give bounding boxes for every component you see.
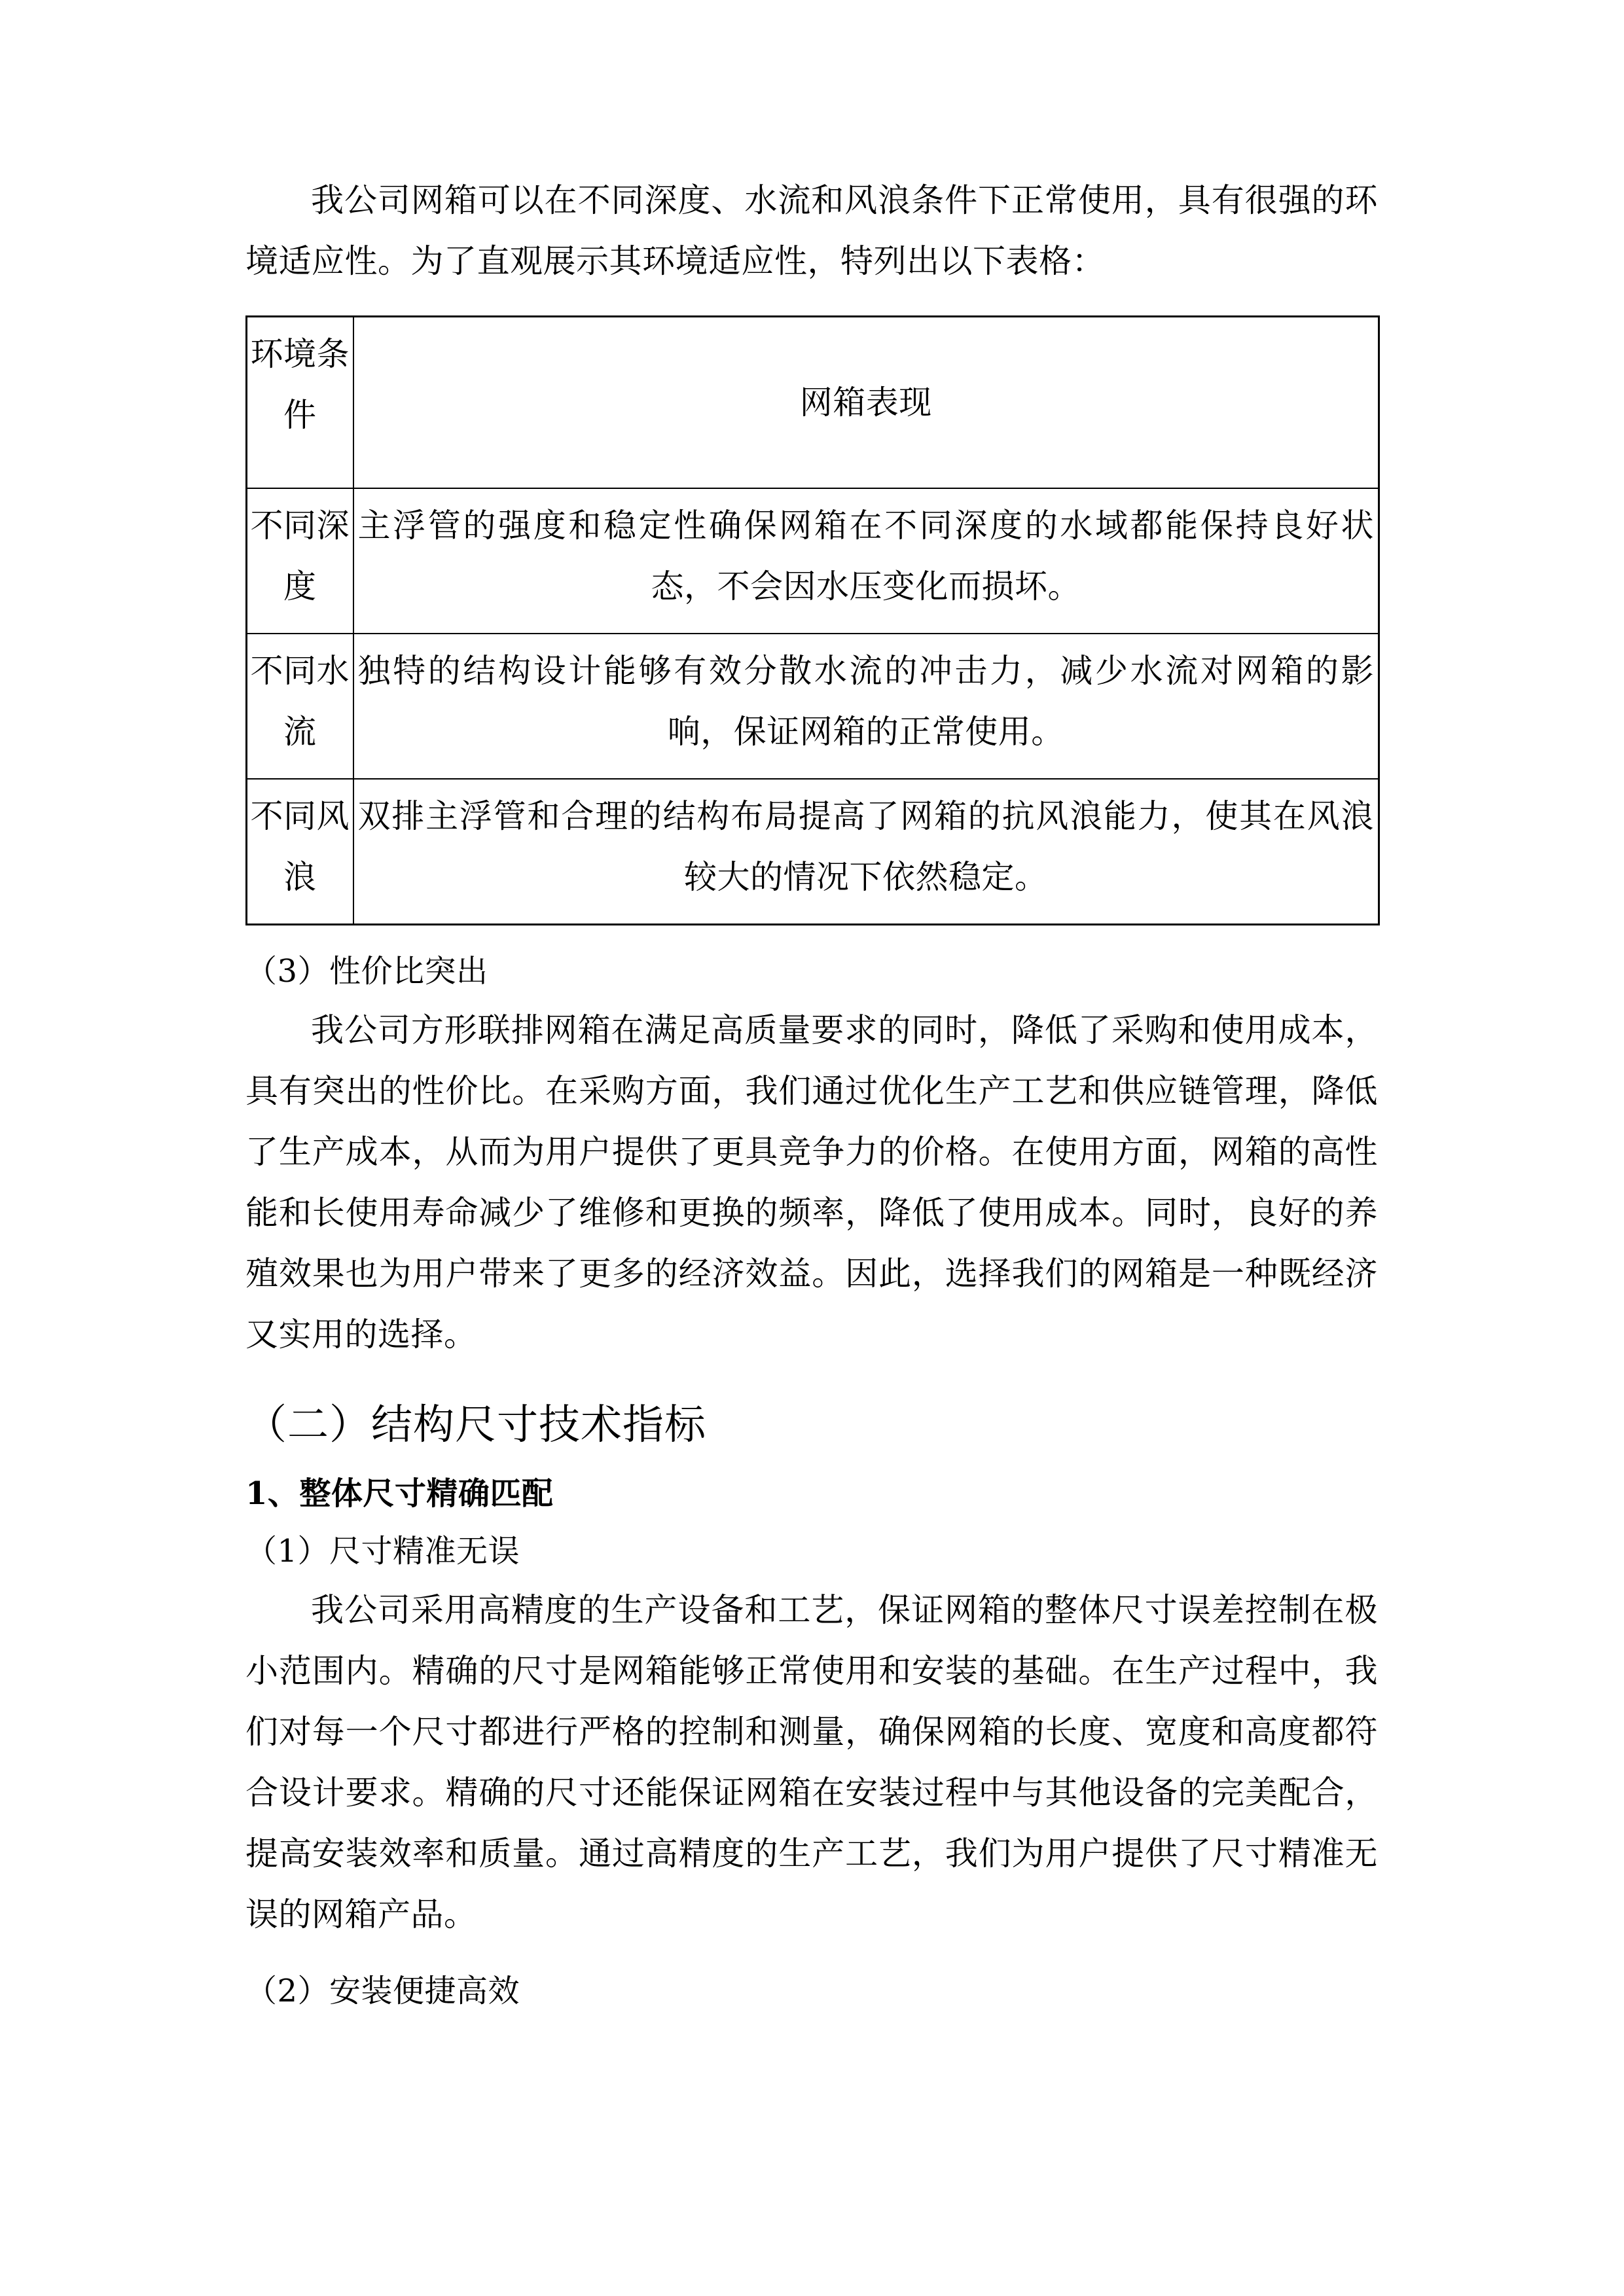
page-content — [245, 170, 1378, 2020]
subheading-dimension-accuracy: （1）尺寸精准无误 — [245, 1533, 520, 1570]
table-row — [247, 488, 1379, 634]
table-row — [247, 634, 1379, 779]
table-header-performance: 网箱表现 — [353, 317, 1379, 489]
environment-adaptability-table — [245, 315, 1380, 925]
intro-paragraph: 我公司网箱可以在不同深度、水流和风浪条件下正常使用，具有很强的环境适应性。为了直观展示其环境适应性，特列出以下表格： — [245, 181, 1378, 280]
numbered-heading-overall-dimensions: 1、整体尺寸精确匹配 — [245, 1475, 554, 1512]
subheading-easy-installation: （2）安装便捷高效 — [245, 1973, 520, 2009]
paragraph-spacer — [245, 1945, 1378, 1962]
table-cell-condition: 不同风浪 — [247, 779, 353, 925]
table-cell-performance — [353, 779, 1379, 925]
table-cell-text: 主浮管的强度和稳定性确保网箱在不同深度的水域都能保持良好状态，不会因水压变化而损坏。 — [357, 507, 1374, 605]
table-header-row — [247, 317, 1379, 489]
table-cell-performance — [353, 488, 1379, 634]
subheading-cost-performance: （3）性价比突出 — [245, 953, 488, 990]
table-cell-text: 独特的结构设计能够有效分散水流的冲击力，减少水流对网箱的影响，保证网箱的正常使用。 — [357, 652, 1374, 751]
table-row — [247, 779, 1379, 925]
paragraph-dimension-accuracy: 我公司采用高精度的生产设备和工艺，保证网箱的整体尺寸误差控制在极小范围内。精确的尺寸是网箱能够正常使用和安装的基础。在生产过程中，我们对每一个尺寸都进行严格的控制和测量，确保网箱的长度、宽度和高度都符合设计要求。精确的尺寸还能保证网箱在安装过程中与其他设备的完美配合，提高安装效率和质量。通过高精度的生产工艺，我们为用户提供了尺寸精准无误的网箱产品。 — [245, 1591, 1378, 1933]
table-cell-text: 双排主浮管和合理的结构布局提高了网箱的抗风浪能力，使其在风浪较大的情况下依然稳定。 — [357, 797, 1374, 896]
table-header-condition: 环境条件 — [247, 317, 353, 489]
section-heading-structural-dimensions: （二）结构尺寸技术指标 — [245, 1401, 706, 1448]
table-cell-performance — [353, 634, 1379, 779]
paragraph-cost-performance: 我公司方形联排网箱在满足高质量要求的同时，降低了采购和使用成本，具有突出的性价比。在采购方面，我们通过优化生产工艺和供应链管理，降低了生产成本，从而为用户提供了更具竞争力的价格。在使用方面，网箱的高性能和长使用寿命减少了维修和更换的频率，降低了使用成本。同时，良好的养殖效果也为用户带来了更多的经济效益。因此，选择我们的网箱是一种既经济又实用的选择。 — [245, 1011, 1378, 1354]
table-cell-condition: 不同水流 — [247, 634, 353, 779]
table-cell-condition: 不同深度 — [247, 488, 353, 634]
